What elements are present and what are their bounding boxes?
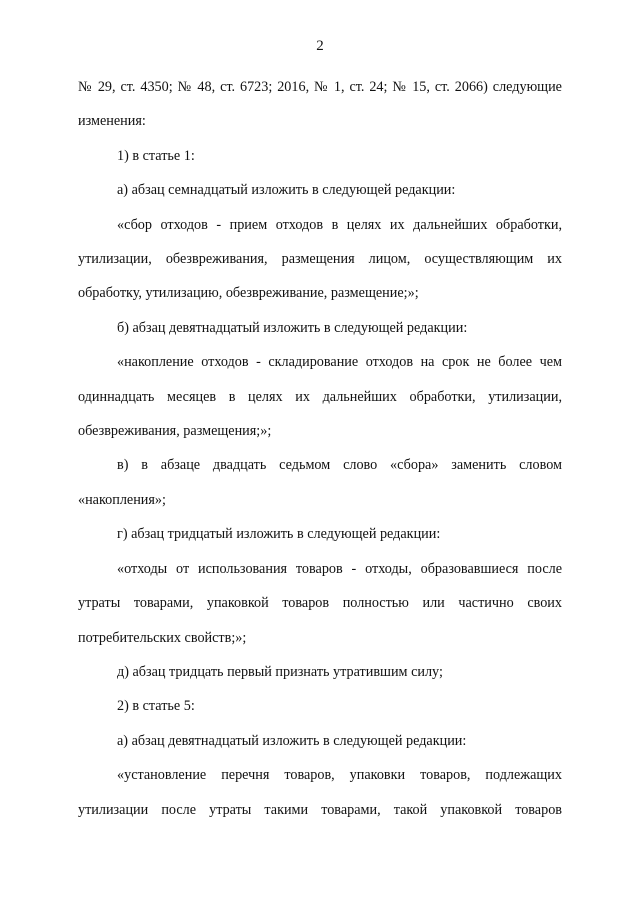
paragraph-article-5: 2) в статье 5: xyxy=(117,698,195,715)
paragraph-item-b-nineteenth: б) абзац девятнадцатый изложить в следующей редакции: xyxy=(117,319,468,336)
paragraph-item-v-twenty-seventh: в) в абзаце двадцать седьмом слово «сбора» заменить словом «накопления»; xyxy=(78,457,562,508)
paragraph-definition-collection: «сбор отходов - прием отходов в целях их дальнейших обработки, утилизации, обезвреживания, размещения лицом, осуществляющим их обработку, утилизацию, обезвреживание, размещение;»; xyxy=(78,216,562,302)
paragraph-definition-goods-waste: «отходы от использования товаров - отходы, образовавшиеся после утраты товарами, упаковкой товаров полностью или частично своих потребительских свойств;»; xyxy=(78,560,562,646)
paragraph-goods-list-establishment: «установление перечня товаров, упаковки товаров, подлежащих утилизации после утраты такими товарами, такой упаковкой товаров xyxy=(78,767,562,818)
document-body xyxy=(78,70,562,827)
page-number: 2 xyxy=(316,38,324,54)
paragraph-definition-accumulation: «накопление отходов - складирование отходов на срок не более чем одиннадцать месяцев в целях их дальнейших обработки, утилизации, обезвреживания, размещения;»; xyxy=(78,354,562,440)
paragraph-item-a-seventeenth: а) абзац семнадцатый изложить в следующей редакции: xyxy=(117,182,456,199)
paragraph-item-g-thirtieth: г) абзац тридцатый изложить в следующей редакции: xyxy=(117,526,441,543)
paragraph-item-d-thirty-first: д) абзац тридцать первый признать утратившим силу; xyxy=(117,663,443,680)
paragraph-article-1: 1) в статье 1: xyxy=(117,147,195,164)
paragraph-item-a-nineteenth: а) абзац девятнадцатый изложить в следующей редакции: xyxy=(117,732,467,749)
paragraph-preamble-continuation: № 29, ст. 4350; № 48, ст. 6723; 2016, № 1, ст. 24; № 15, ст. 2066) следующие изменения: xyxy=(78,79,562,130)
